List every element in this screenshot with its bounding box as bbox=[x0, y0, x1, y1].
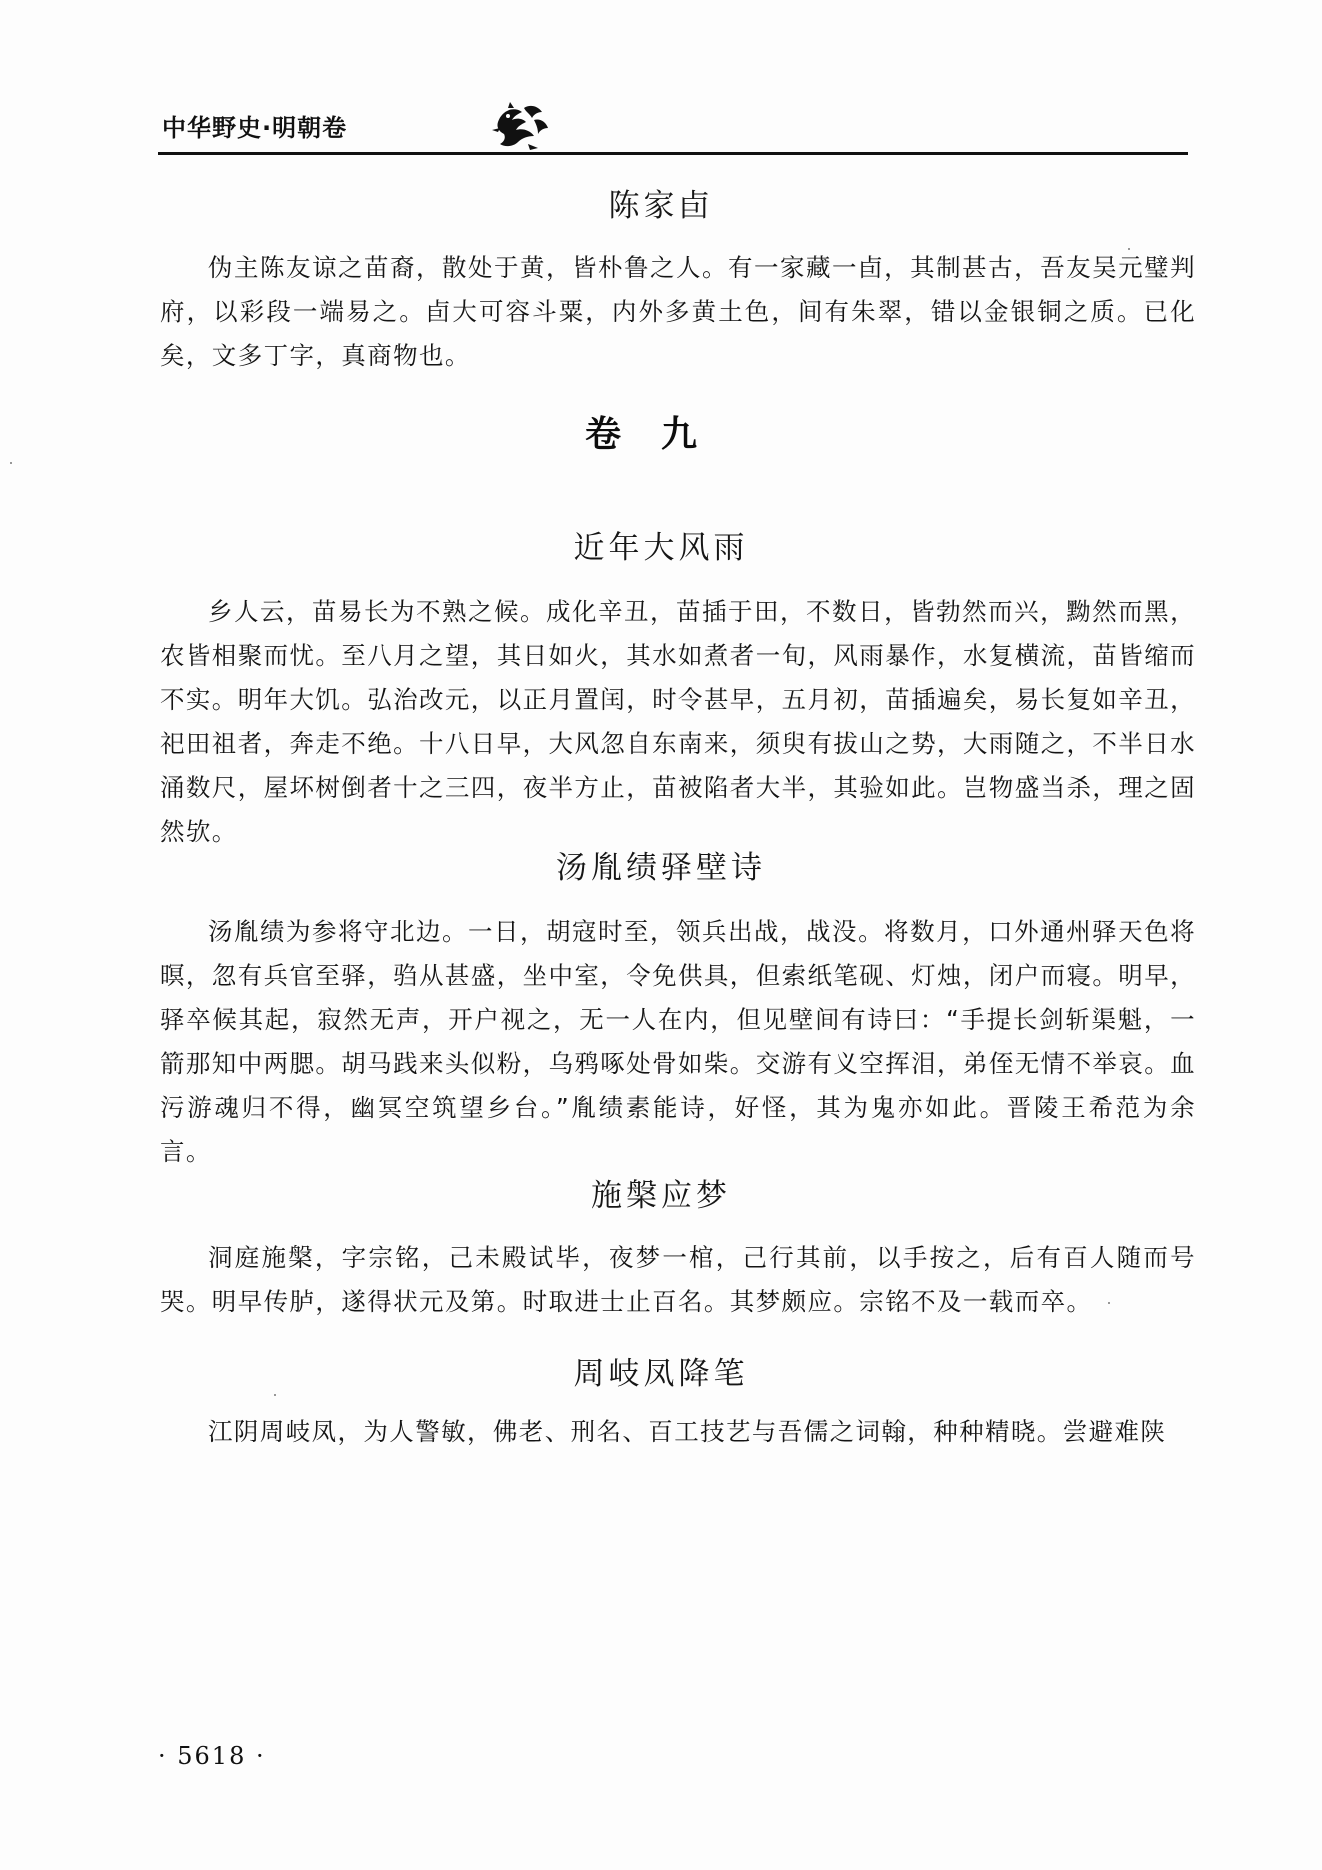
section-paragraph: 江阴周岐凤，为人警敏，佛老、刑名、百工技艺与吾儒之词翰，种种精晓。尝避难陕 bbox=[208, 1417, 1167, 1446]
section-paragraph: 洞庭施槃，字宗铭，己未殿试毕，夜梦一棺，己行其前，以手按之，后有百人随而号哭。明早传胪，遂得状元及第。时取进士止百名。其梦颇应。宗铭不及一载而卒。 bbox=[160, 1243, 1196, 1316]
chapter-title: 卷九 bbox=[584, 414, 737, 455]
section-title: 汤胤绩驿壁诗 bbox=[556, 850, 766, 886]
book-title: 中华野史·明朝卷 bbox=[162, 114, 348, 142]
section-title: 施槃应梦 bbox=[591, 1178, 731, 1214]
section-paragraph: 伪主陈友谅之苗裔，散处于黄，皆朴鲁之人。有一家藏一卣，其制甚古，吾友吴元璧判府，以彩段一端易之。卣大可容斗粟，内外多黄土色，间有朱翠，错以金银铜之质。已化矣，文多丁字，真商物也。 bbox=[160, 253, 1196, 370]
scan-speck bbox=[10, 462, 12, 464]
section-title: 周岐凤降笔 bbox=[573, 1356, 749, 1392]
section-title: 陈家卣 bbox=[608, 188, 714, 224]
scan-speck bbox=[1108, 1302, 1110, 1304]
page-number: · 5618 · bbox=[158, 1742, 266, 1770]
dragon-emblem-icon bbox=[488, 100, 552, 152]
scan-speck bbox=[274, 1394, 276, 1396]
running-header bbox=[158, 100, 1188, 156]
section-paragraph: 乡人云，苗易长为不熟之候。成化辛丑，苗插于田，不数日，皆勃然而兴，黝然而黑，农皆相聚而忧。至八月之望，其日如火，其水如煮者一旬，风雨暴作，水复横流，苗皆缩而不实。明年大饥。弘治改元，以正月置闰，时令甚早，五月初，苗插遍矣，易长复如辛丑，祀田祖者，奔走不绝。十八日早，大风忽自东南来，须臾有拔山之势，大雨随之，不半日水涌数尺，屋坏树倒者十之三四，夜半方止，苗被陷者大半，其验如此。岂物盛当杀，理之固然欤。 bbox=[160, 597, 1196, 846]
header-rule bbox=[158, 152, 1188, 155]
section-paragraph: 汤胤绩为参将守北边。一日，胡寇时至，领兵出战，战没。将数月，口外通州驿天色将暝，忽有兵官至驿，驺从甚盛，坐中室，令免供具，但索纸笔砚、灯烛，闭户而寝。明早，驿卒候其起，寂然无声，开户视之，无一人在内，但见壁间有诗曰：“手提长剑斩渠魁，一箭那知中两腮。胡马践来头似粉，乌鸦啄处骨如柴。交游有义空挥泪，弟侄无情不举哀。血污游魂归不得，幽冥空筑望乡台。”胤绩素能诗，好怪，其为鬼亦如此。晋陵王希范为余言。 bbox=[160, 917, 1196, 1166]
section-title: 近年大风雨 bbox=[573, 530, 749, 566]
scan-speck bbox=[1128, 248, 1130, 250]
